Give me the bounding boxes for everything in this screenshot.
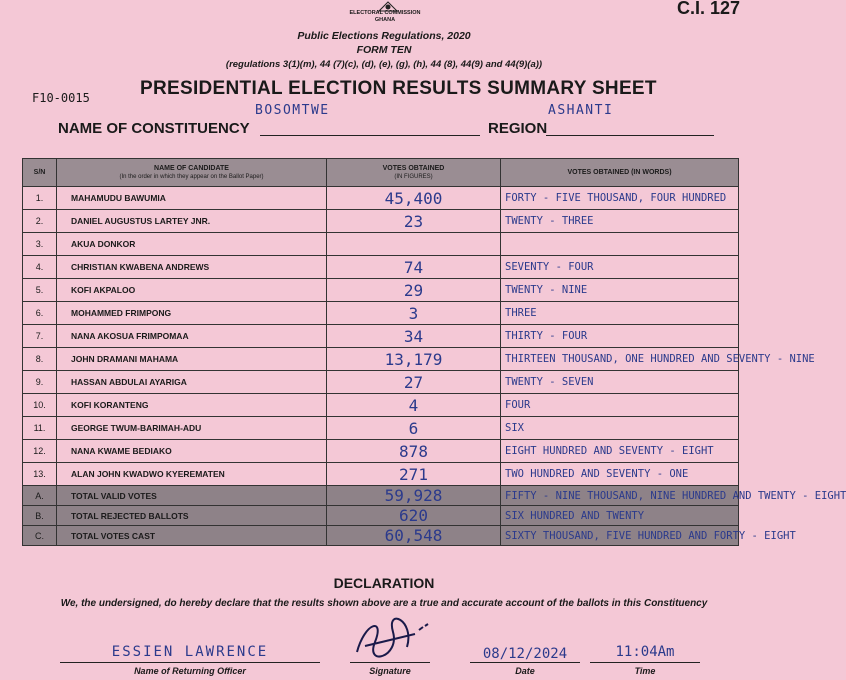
region-label: REGION [488,120,548,137]
votes-figures: 45,400 [327,187,501,210]
votes-words: SEVENTY - FOUR [501,256,739,279]
votes-figures: 271 [327,463,501,486]
votes-words [501,233,739,256]
candidate-row [23,279,739,302]
row-sn: 2. [23,210,57,233]
time-label: Time [634,666,656,676]
signature-line [350,662,430,663]
constituency-line [260,135,480,136]
row-sn: 1. [23,187,57,210]
candidate-row [23,302,739,325]
candidate-name: KOFI AKPALOO [57,279,327,302]
votes-figures: 878 [327,440,501,463]
votes-figures: 74 [327,256,501,279]
constituency-value: BOSOMTWE [255,103,330,118]
candidate-row [23,348,739,371]
votes-words: EIGHT HUNDRED AND SEVENTY - EIGHT [501,440,739,463]
total-row [23,486,739,506]
declaration-title: DECLARATION [333,575,435,591]
votes-words: THIRTEEN THOUSAND, ONE HUNDRED AND SEVENTY - NINE [501,348,739,371]
candidate-row [23,371,739,394]
total-row [23,506,739,526]
candidate-name: HASSAN ABDULAI AYARIGA [57,371,327,394]
form-number: F10-0015 [32,91,90,105]
row-sn: A. [23,486,57,506]
row-sn: 9. [23,371,57,394]
regulations-title: Public Elections Regulations, 2020 [297,30,471,42]
votes-words: SIXTY THOUSAND, FIVE HUNDRED AND FORTY - EIGHT [501,526,739,546]
votes-words: THIRTY - FOUR [501,325,739,348]
row-sn: 7. [23,325,57,348]
time-value: 11:04Am [615,644,675,660]
officer-line [60,662,320,663]
row-sn: 3. [23,233,57,256]
region-line [546,135,714,136]
sn-header: S/N [23,159,57,187]
candidate-row [23,210,739,233]
votes-figures: 59,928 [327,486,501,506]
votes-figures: 60,548 [327,526,501,546]
votes-words: TWENTY - SEVEN [501,371,739,394]
candidate-name: TOTAL REJECTED BALLOTS [57,506,327,526]
words-header: VOTES OBTAINED (IN WORDS) [501,159,739,187]
figures-header: VOTES OBTAINED (IN FIGURES) [327,159,501,187]
candidate-header: NAME OF CANDIDATE (In the order in which they appear on the Ballot Paper) [57,159,327,187]
candidate-name: GEORGE TWUM-BARIMAH-ADU [57,417,327,440]
votes-figures [327,233,501,256]
row-sn: 5. [23,279,57,302]
votes-words: FIFTY - NINE THOUSAND, NINE HUNDRED AND TWENTY - EIGHT [501,486,739,506]
candidate-name: MAHAMUDU BAWUMIA [57,187,327,210]
votes-figures: 4 [327,394,501,417]
org-name: ELECTORAL COMMISSION GHANA [349,10,421,23]
row-sn: 4. [23,256,57,279]
votes-words: FORTY - FIVE THOUSAND, FOUR HUNDRED [501,187,739,210]
votes-words: SIX [501,417,739,440]
row-sn: 11. [23,417,57,440]
votes-words: THREE [501,302,739,325]
candidate-name: TOTAL VOTES CAST [57,526,327,546]
row-sn: 12. [23,440,57,463]
regulations-text: (regulations 3(1)(m), 44 (7)(c), (d), (e), (g), (h), 44 (8), 44(9) and 44(9)(a)) [225,59,543,70]
officer-name-value: ESSIEN LAWRENCE [111,644,269,660]
candidate-row [23,187,739,210]
row-sn: B. [23,506,57,526]
votes-figures: 6 [327,417,501,440]
candidate-name: NANA AKOSUA FRIMPOMAA [57,325,327,348]
declaration-text: We, the undersigned, do hereby declare that the results shown above are a true and accurate account of the ballots in this Constituency [60,598,708,609]
votes-figures: 3 [327,302,501,325]
votes-figures: 23 [327,210,501,233]
candidate-row [23,233,739,256]
row-sn: 8. [23,348,57,371]
row-sn: 10. [23,394,57,417]
page-title: PRESIDENTIAL ELECTION RESULTS SUMMARY SHEET [140,78,657,99]
candidate-row [23,440,739,463]
results-table [22,158,846,546]
candidate-name: CHRISTIAN KWABENA ANDREWS [57,256,327,279]
candidate-row [23,394,739,417]
date-label: Date [515,666,535,676]
candidate-name: MOHAMMED FRIMPONG [57,302,327,325]
ci-number: C.I. 127 [676,0,740,18]
votes-words: TWO HUNDRED AND SEVENTY - ONE [501,463,739,486]
votes-figures: 34 [327,325,501,348]
candidate-name: DANIEL AUGUSTUS LARTEY JNR. [57,210,327,233]
candidate-name: AKUA DONKOR [57,233,327,256]
candidate-row [23,463,739,486]
date-value: 08/12/2024 [482,646,568,662]
candidate-row [23,256,739,279]
signature-label: Signature [369,666,411,676]
form-label: FORM TEN [356,44,412,56]
votes-words: TWENTY - NINE [501,279,739,302]
table-header-row [23,159,739,187]
candidate-name: JOHN DRAMANI MAHAMA [57,348,327,371]
candidate-name: ALAN JOHN KWADWO KYEREMATEN [57,463,327,486]
votes-figures: 27 [327,371,501,394]
total-row [23,526,739,546]
candidate-name: NANA KWAME BEDIAKO [57,440,327,463]
signature-mark [345,612,435,664]
candidate-row [23,325,739,348]
votes-figures: 13,179 [327,348,501,371]
candidate-name: TOTAL VALID VOTES [57,486,327,506]
time-line [590,662,700,663]
officer-label: Name of Returning Officer [134,666,246,676]
votes-words: TWENTY - THREE [501,210,739,233]
row-sn: 13. [23,463,57,486]
votes-figures: 620 [327,506,501,526]
row-sn: C. [23,526,57,546]
candidate-row [23,417,739,440]
row-sn: 6. [23,302,57,325]
date-line [470,662,580,663]
votes-words: FOUR [501,394,739,417]
votes-figures: 29 [327,279,501,302]
region-value: ASHANTI [548,103,614,118]
constituency-label: NAME OF CONSTITUENCY [58,120,250,137]
votes-words: SIX HUNDRED AND TWENTY [501,506,739,526]
candidate-name: KOFI KORANTENG [57,394,327,417]
